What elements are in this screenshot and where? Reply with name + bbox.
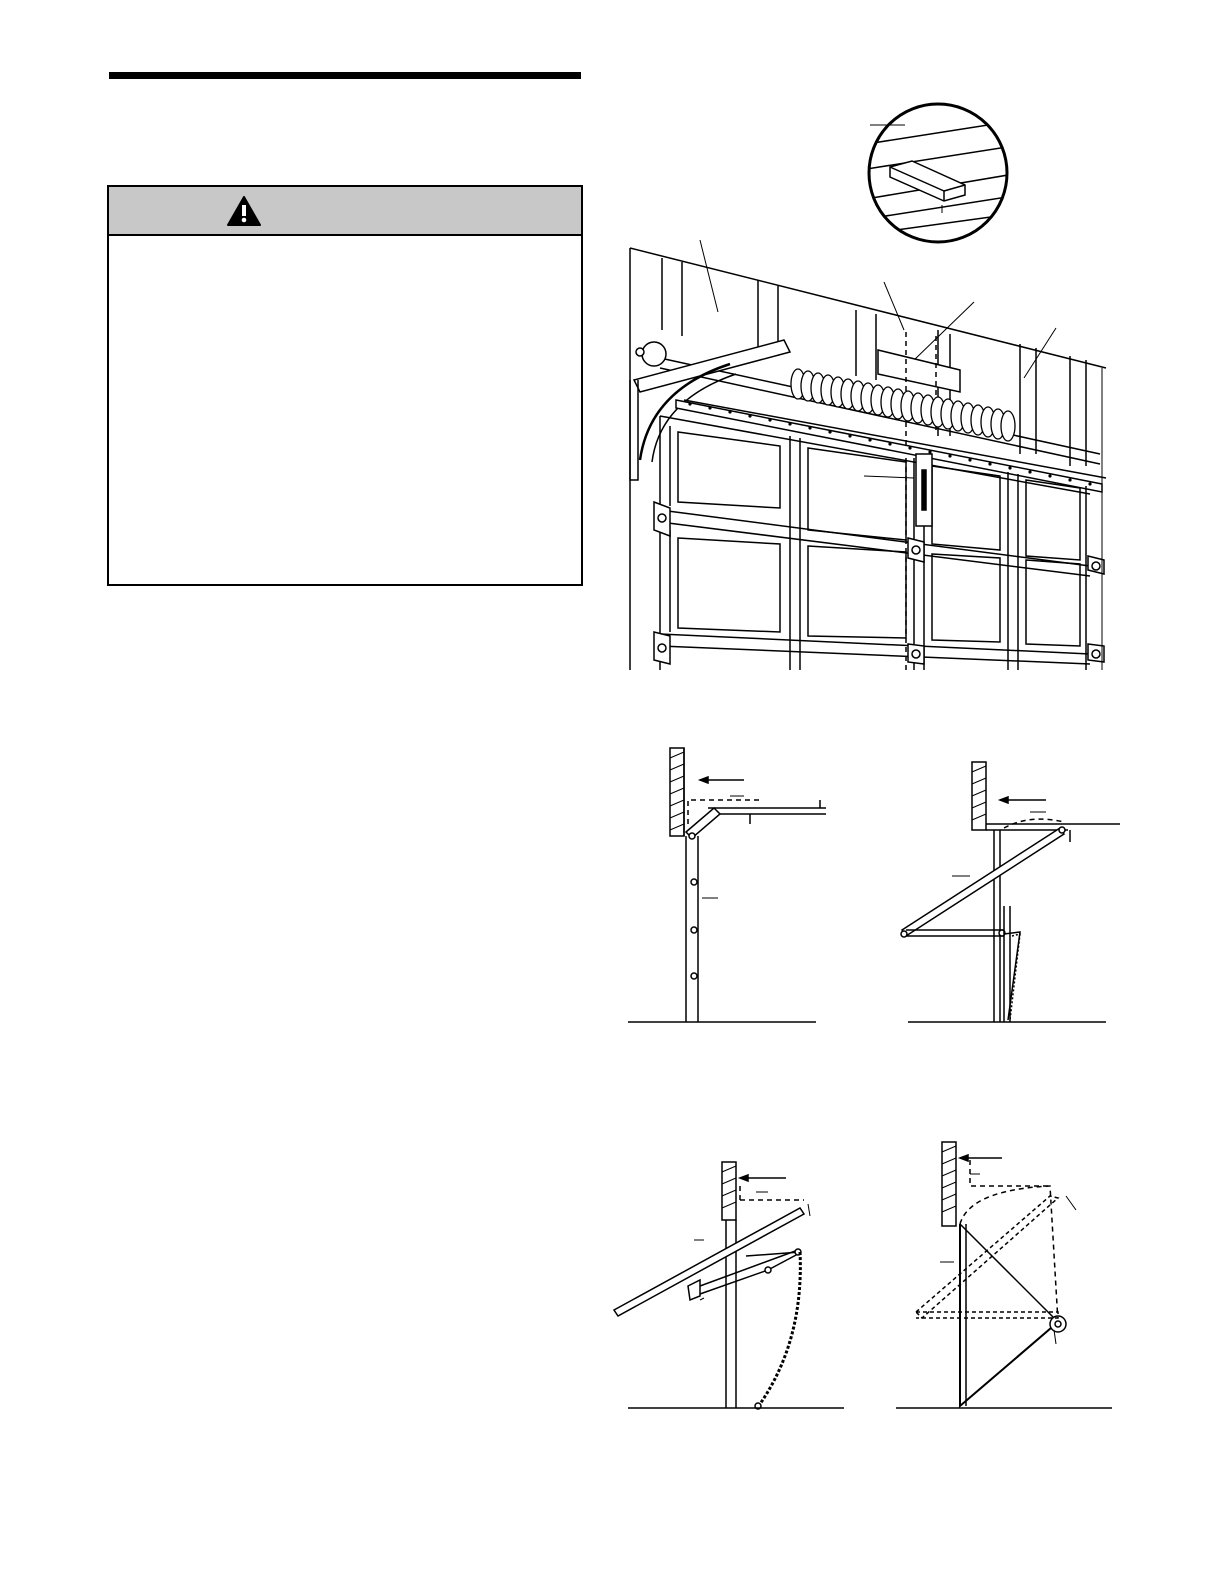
door-diagram-one-piece-tilt-out bbox=[600, 1100, 860, 1420]
warning-triangle-icon bbox=[227, 196, 261, 226]
warning-header bbox=[109, 187, 581, 236]
section-heading-rule bbox=[109, 72, 581, 79]
header-detail-illustration bbox=[620, 95, 1020, 245]
door-diagram-one-piece-no-track bbox=[610, 700, 870, 1030]
door-diagram-one-piece-jamb-hardware bbox=[880, 700, 1130, 1080]
warning-box bbox=[107, 185, 583, 586]
garage-door-perspective-illustration bbox=[620, 240, 1110, 670]
door-diagram-sectional-curved-track bbox=[880, 1100, 1130, 1480]
